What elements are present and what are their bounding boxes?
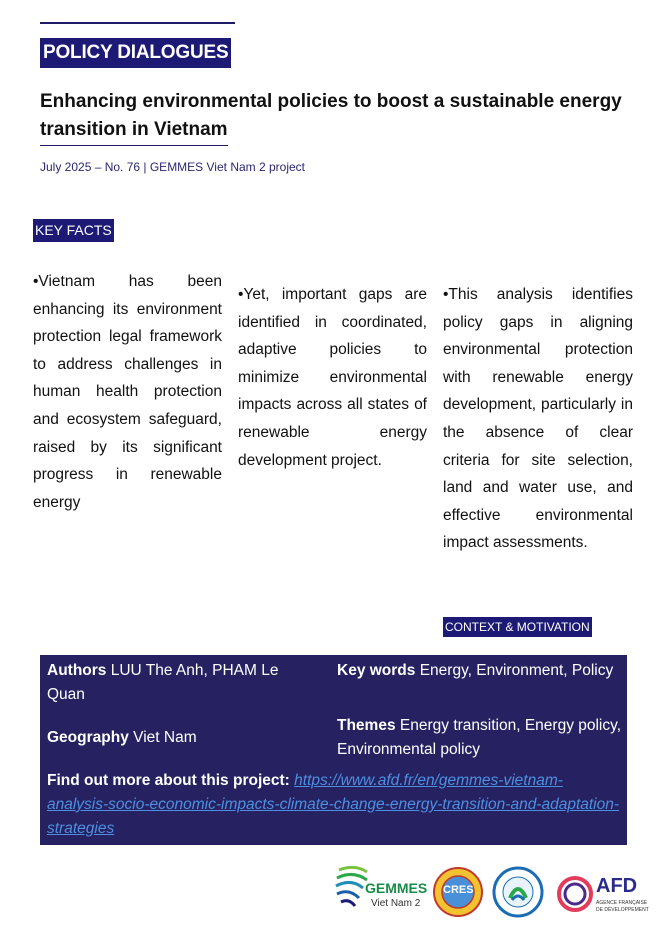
afd-ring-icon [555,874,595,914]
top-rule [40,22,235,24]
gemmes-logo [333,862,428,922]
authors-value: LUU The Anh, PHAM Le Quan [47,662,279,703]
keywords-value: Energy, Environment, Policy [419,662,614,679]
afd-sub-1: AGENCE FRANÇAISE [596,900,648,906]
cres-text: CRES [443,884,474,896]
issue-meta: July 2025 – No. 76 | GEMMES Viet Nam 2 project [40,160,306,174]
ministry-seal-icon [492,866,544,918]
key-fact-1: •Vietnam has been enhancing its environment protection legal framework to address challenges in human health protection and ecosystem safeguard, raised by its significant progress in renewable energy [33,273,222,511]
cres-logo [432,862,484,922]
ministry-logo [492,862,544,922]
authors-label: Authors [47,662,107,679]
geography-value: Viet Nam [133,729,197,746]
page-title: Enhancing environmental policies to boost a sustainable energy transition in Vietnam [40,91,622,140]
series-tag: POLICY DIALOGUES [40,38,231,68]
keywords-label: Key words [337,662,416,679]
project-link[interactable]: https://www.afd.fr/en/gemmes-vietnam-analysis-socio-economic-impacts-climate-change-energy-transition-and-adaptation-strategies [47,772,620,837]
key-facts-label: KEY FACTS [33,219,114,242]
find-out-more-label: Find out more about this project: [47,772,290,789]
themes [337,714,622,762]
info-box [40,655,627,845]
geography-label: Geography [47,729,129,746]
afd-text: AFD [596,875,638,897]
gemmes-sub: Viet Nam 2 [371,898,421,909]
context-label: CONTEXT & MOTIVATION [443,617,592,637]
themes-value: Energy transition, Energy policy, Environmental policy [337,717,622,758]
find-out-more [47,769,622,841]
themes-label: Themes [337,717,396,734]
title-rule [40,145,228,146]
key-fact-2: •Yet, important gaps are identified in coordinated, adaptive policies to minimize environmental impacts across all states of renewable energy development project. [238,286,427,469]
afd-logo [555,862,650,922]
geography [47,726,317,750]
gemmes-name: GEMMES [365,880,428,896]
key-fact-3: •This analysis identifies policy gaps in aligning environmental protection with renewable energy development, particularly in the absence of clear criteria for site selection, land and water use, and effective environmental impact assessments. [443,286,633,552]
afd-sub-2: DE DÉVELOPPEMENT [596,907,649,913]
authors [47,659,317,707]
keywords [337,659,622,683]
